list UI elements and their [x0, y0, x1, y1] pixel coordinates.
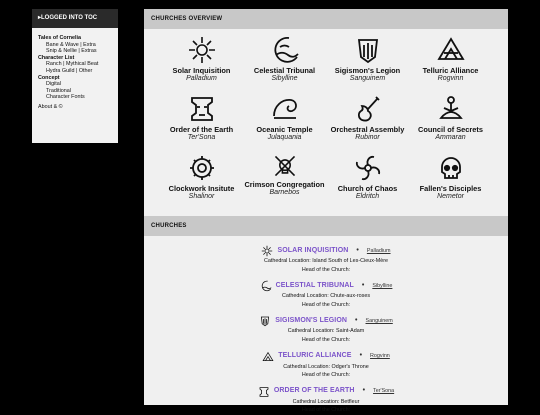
church-deity: Shalinor	[188, 193, 215, 201]
church-card[interactable]	[326, 35, 409, 94]
location-value: Saint-Adam	[336, 328, 365, 335]
churches-header: CHURCHES	[144, 216, 508, 236]
head-label: Head of the Church:	[301, 407, 351, 414]
church-deity: Ammaran	[435, 134, 466, 142]
deity-link[interactable]: Ter'Sona	[373, 388, 395, 395]
church-name: Fallen's Disciples	[419, 184, 482, 193]
moon-wave-icon	[260, 280, 272, 292]
church-entry	[144, 351, 508, 380]
location-label: Cathedral Location:	[283, 363, 331, 370]
church-name: Telluric Alliance	[422, 66, 479, 75]
church-entry-name[interactable]: ORDER OF THE EARTH	[273, 387, 355, 395]
head-label: Head of the Church:	[301, 336, 351, 343]
church-card[interactable]	[409, 153, 492, 212]
church-card[interactable]	[160, 35, 243, 94]
church-deity: Sanguinem	[349, 75, 386, 83]
face-mask-icon	[187, 94, 217, 124]
church-entry	[144, 245, 508, 274]
church-card[interactable]	[160, 153, 243, 212]
church-entry-name[interactable]: TELLURIC ALLIANCE	[278, 352, 352, 360]
church-card[interactable]	[243, 153, 326, 212]
deity-link[interactable]: Rogvinn	[370, 353, 390, 360]
deity-link[interactable]: Sanguinem	[365, 318, 393, 325]
church-name: Clockwork Insitute	[168, 184, 235, 193]
location-value: Chute-aux-roses	[330, 293, 371, 300]
deity-link[interactable]: Palladium	[366, 247, 391, 254]
sun-icon	[261, 245, 273, 257]
deity-link[interactable]: Sibylline	[372, 282, 393, 289]
church-name: Oceanic Temple	[256, 125, 313, 134]
head-label: Head of the Church:	[301, 301, 351, 308]
overview-header: CHURCHES OVERVIEW	[144, 9, 508, 29]
gear-icon	[187, 153, 217, 183]
helmet-icon	[259, 315, 271, 327]
church-deity: Ter'Sona	[187, 134, 216, 142]
sidebar-section-title: Character List	[38, 54, 75, 61]
church-card[interactable]	[243, 94, 326, 153]
sidebar-link[interactable]: Ranch | Mythical Beat	[46, 61, 99, 68]
church-deity: Nemetor	[437, 193, 464, 201]
sidebar-link[interactable]: Digital	[46, 81, 61, 88]
church-name: Solar Inquisition	[172, 66, 231, 75]
sidebar	[32, 9, 118, 143]
sidebar-section-tales	[38, 35, 112, 55]
church-name: Celestial Tribunal	[253, 66, 316, 75]
head-label: Head of the Church:	[301, 372, 351, 379]
violin-icon	[353, 94, 383, 124]
church-card[interactable]	[326, 94, 409, 153]
sidebar-section-concept	[38, 75, 112, 101]
separator-dot: •	[355, 317, 358, 325]
location-label: Cathedral Location:	[292, 398, 340, 405]
swirl-icon	[353, 153, 383, 183]
church-card[interactable]	[326, 153, 409, 212]
church-card[interactable]	[409, 35, 492, 94]
church-deity: Eldritch	[355, 193, 380, 201]
sidebar-link[interactable]: Traditional	[46, 87, 71, 94]
head-label: Head of the Church:	[301, 266, 351, 273]
sidebar-section-title: Concept	[38, 74, 60, 81]
church-deity: Sibylline	[271, 75, 298, 83]
location-value: Island South of Les-Cieux-Mère	[312, 258, 389, 264]
church-name: Order of the Earth	[169, 125, 234, 134]
church-deity: Barnebos	[269, 189, 300, 197]
helmet-icon	[353, 35, 383, 65]
church-entry	[144, 386, 508, 415]
location-value: Betfleur	[340, 398, 360, 405]
skull-swords-icon	[272, 153, 298, 179]
sidebar-link[interactable]: Hydra Guild | Other	[46, 67, 93, 74]
church-deity: Julaquania	[267, 134, 302, 142]
mountain-helm-icon	[262, 351, 274, 363]
church-deity: Rogvinn	[437, 75, 464, 83]
sidebar-link[interactable]: Bane & Wave | Extra	[46, 41, 96, 48]
sidebar-link[interactable]: Snip & Nellie | Extras	[46, 48, 97, 55]
church-entry	[144, 280, 508, 309]
separator-dot: •	[359, 352, 363, 360]
churches-section	[144, 216, 508, 415]
mountain-helm-icon	[436, 35, 466, 65]
church-deity: Palladium	[186, 75, 217, 83]
church-entry-name[interactable]: SIGISMON'S LEGION	[275, 317, 348, 325]
face-mask-icon	[258, 386, 270, 398]
location-label: Cathedral Location:	[281, 293, 329, 300]
church-entry	[144, 315, 508, 344]
church-card[interactable]	[409, 94, 492, 153]
separator-dot: •	[362, 387, 366, 395]
sun-icon	[187, 35, 217, 65]
church-card[interactable]	[160, 94, 243, 153]
meditation-icon	[436, 94, 466, 124]
login-status[interactable]: ▸LOGGED INTO TOC	[32, 9, 118, 28]
separator-dot: •	[361, 281, 365, 289]
location-label: Cathedral Location:	[263, 258, 311, 264]
sidebar-section-characters	[38, 55, 112, 75]
church-card[interactable]	[243, 35, 326, 94]
location-value: Odger's Throne	[331, 363, 369, 370]
skull-icon	[436, 153, 466, 183]
moon-wave-icon	[270, 35, 300, 65]
church-entry-name[interactable]: SOLAR INQUISITION	[277, 246, 349, 254]
sidebar-link[interactable]: Character Fonts	[46, 94, 85, 101]
main-panel	[144, 9, 508, 414]
church-name: Sigismon's Legion	[334, 66, 401, 75]
separator-dot: •	[356, 246, 359, 254]
sidebar-section-title: Tales of Cornelia	[38, 35, 82, 41]
church-name: Crimson Congregation	[244, 180, 325, 189]
church-name: Church of Chaos	[337, 184, 398, 193]
church-name: Council of Secrets	[418, 125, 483, 134]
wave-icon	[270, 94, 300, 124]
church-deity: Rubinor	[355, 134, 380, 142]
church-entry-name[interactable]: CELESTIAL TRIBUNAL	[275, 281, 354, 289]
about-link[interactable]: About & ©	[38, 103, 63, 110]
church-grid	[144, 29, 508, 212]
church-name: Orchestral Assembly	[330, 125, 405, 134]
location-label: Cathedral Location:	[287, 328, 335, 335]
